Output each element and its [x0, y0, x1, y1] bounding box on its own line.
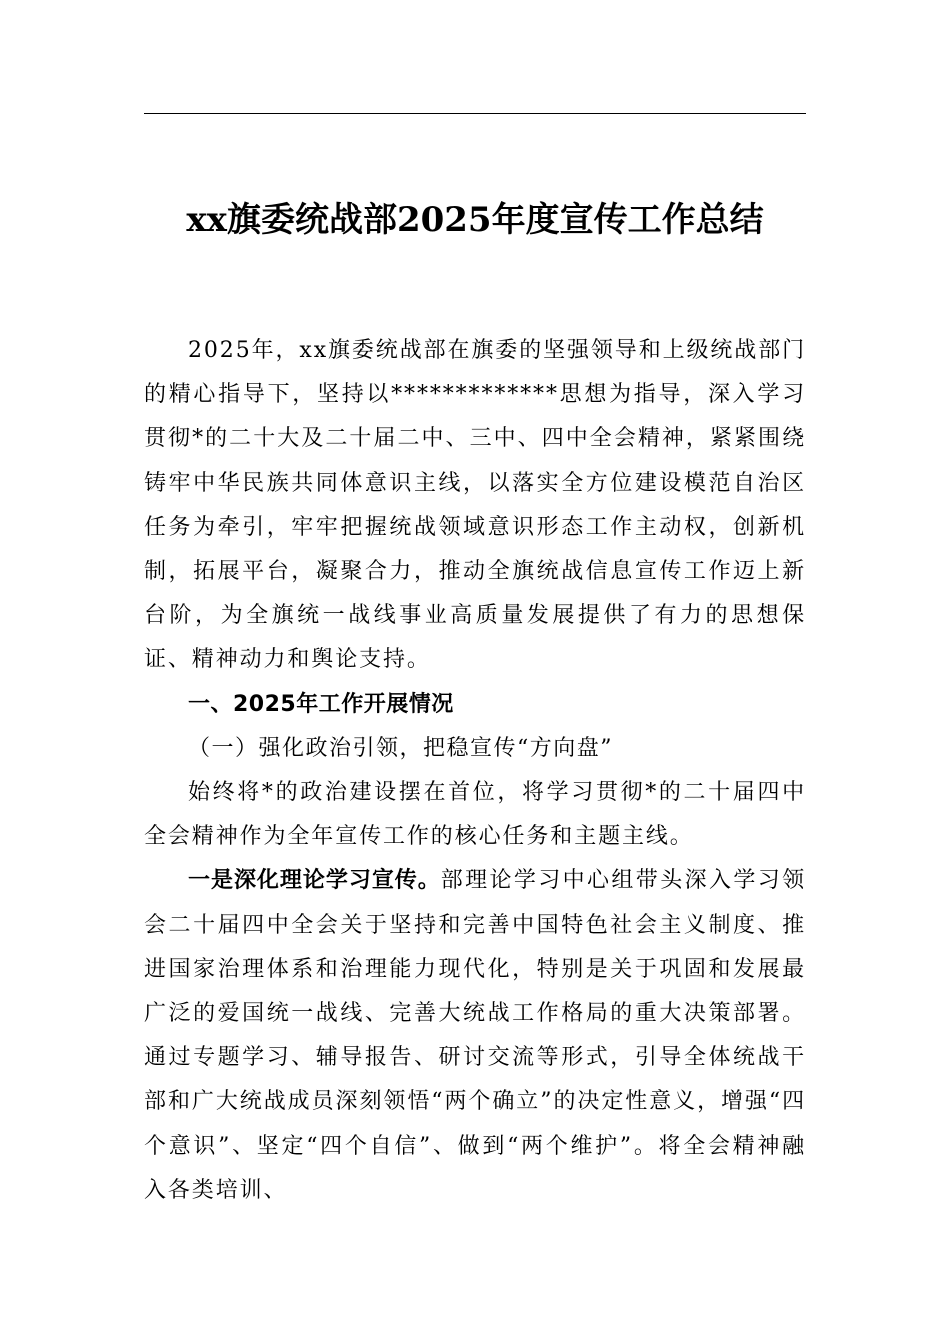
section-heading: 一、2025年工作开展情况 — [188, 691, 454, 717]
document-body — [144, 329, 806, 1213]
intro-paragraph: 2025年，xx旗委统战部在旗委的坚强领导和上级统战部门的精心指导下，坚持以*************思想为指导，深入学习贯彻*的二十大及二十届二中、三中、四中全会精神，紧紧围绕铸牢中华民族共同体意识主线，以落实全方位建设模范自治区任务为牵引，牢牢把握统战领域意识形态工作主动权，创新机制，拓展平台，凝聚合力，推动全旗统战信息宣传工作迈上新台阶，为全旗统一战线事业高质量发展提供了有力的思想保证、精神动力和舆论支持。 — [144, 338, 807, 673]
header-rule — [144, 113, 806, 114]
subsection-paragraph: 始终将*的政治建设摆在首位，将学习贯彻*的二十届四中全会精神作为全年宣传工作的核心任务和主题主线。 — [144, 780, 806, 850]
document-title: xx旗委统战部2025年度宣传工作总结 — [186, 200, 764, 240]
point-paragraph — [144, 859, 806, 1213]
subsection-heading: （一）强化政治引领，把稳宣传“方向盘” — [188, 735, 613, 761]
point-lead: 一是深化理论学习宣传。 — [188, 868, 441, 894]
point-text: 部理论学习中心组带头深入学习领会二十届四中全会关于坚持和完善中国特色社会主义制度、推进国家治理体系和治理能力现代化，特别是关于巩固和发展最广泛的爱国统一战线、完善大统战工作格局的重大决策部署。通过专题学习、辅导报告、研讨交流等形式，引导全体统战干部和广大统战成员深刻领悟“两个确立”的决定性意义，增强“四个意识”、坚定“四个自信”、做到“两个维护”。将全会精神融入各类培训、 — [144, 868, 806, 1203]
